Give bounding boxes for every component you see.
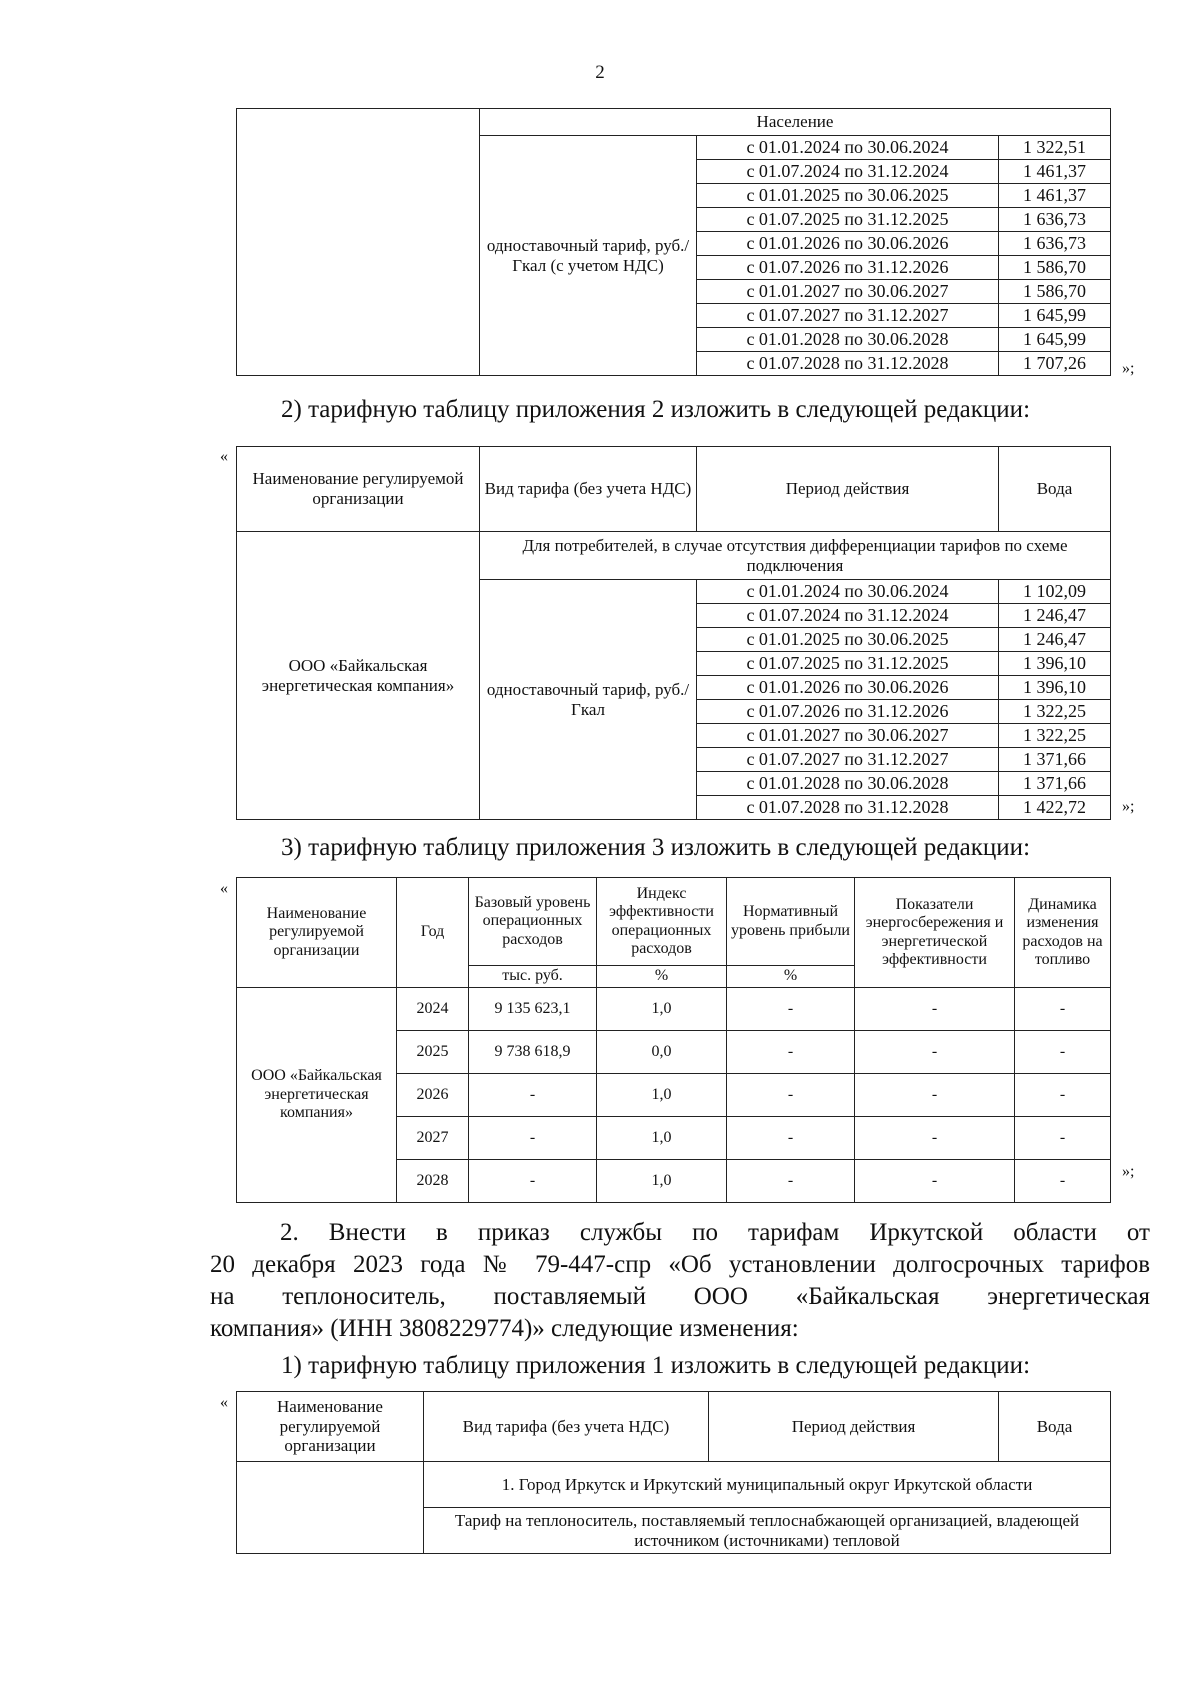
value-cell: 1 371,66 xyxy=(999,748,1111,772)
value-cell: 1 422,72 xyxy=(999,796,1111,820)
period-cell: с 01.01.2024 по 30.06.2024 xyxy=(697,580,999,604)
paragraph-line: на теплоноситель, поставляемый ООО «Байкальская энергетическая xyxy=(210,1283,1150,1310)
header-water: Вода xyxy=(999,447,1111,532)
paragraph-section-2 xyxy=(210,1217,1150,1345)
period-cell: с 01.07.2027 по 31.12.2027 xyxy=(697,304,999,328)
year-cell: 2028 xyxy=(397,1160,469,1203)
profit-cell: - xyxy=(727,988,855,1031)
value-cell: 1 322,25 xyxy=(999,724,1111,748)
empty-org-cell xyxy=(237,1462,424,1554)
unit-index: % xyxy=(597,966,727,988)
header-energy: Показатели энергосбережения и энергетической эффективности xyxy=(855,878,1015,988)
base-cell: - xyxy=(469,1074,597,1117)
group-header: Население xyxy=(480,109,1111,136)
empty-org-cell xyxy=(237,109,480,376)
header-org: Наименование регулируемой организации xyxy=(237,878,397,988)
group-header: Для потребителей, в случае отсутствия дифференциации тарифов по схеме подключения xyxy=(480,532,1111,580)
period-cell: с 01.01.2026 по 30.06.2026 xyxy=(697,232,999,256)
region-row: 1. Город Иркутск и Иркутский муниципальный округ Иркутской области xyxy=(424,1462,1111,1508)
value-cell: 1 707,26 xyxy=(999,352,1111,376)
value-cell: 1 461,37 xyxy=(999,184,1111,208)
fuel-cell: - xyxy=(1015,1160,1111,1203)
period-cell: с 01.01.2027 по 30.06.2027 xyxy=(697,724,999,748)
paragraph-item-2: 2) тарифную таблицу приложения 2 изложить в следующей редакции: xyxy=(281,396,1031,423)
period-cell: с 01.07.2025 по 31.12.2025 xyxy=(697,652,999,676)
value-cell: 1 586,70 xyxy=(999,256,1111,280)
index-cell: 1,0 xyxy=(597,988,727,1031)
header-tariff: Вид тарифа (без учета НДС) xyxy=(424,1392,709,1462)
period-cell: с 01.01.2028 по 30.06.2028 xyxy=(697,772,999,796)
period-cell: с 01.07.2028 по 31.12.2028 xyxy=(697,796,999,820)
value-cell: 1 322,25 xyxy=(999,700,1111,724)
header-year: Год xyxy=(397,878,469,988)
header-org: Наименование регулируемой организации xyxy=(237,447,480,532)
regulation-params-table xyxy=(236,877,1111,1203)
year-cell: 2025 xyxy=(397,1031,469,1074)
tariff-type: одноставочный тариф, руб./Гкал (с учетом НДС) xyxy=(480,136,697,376)
unit-base: тыс. руб. xyxy=(469,966,597,988)
value-cell: 1 246,47 xyxy=(999,604,1111,628)
period-cell: с 01.07.2025 по 31.12.2025 xyxy=(697,208,999,232)
tariff-table-appendix-2 xyxy=(236,446,1111,820)
org-name: ООО «Байкальская энергетическая компания» xyxy=(237,988,397,1203)
org-name: ООО «Байкальская энергетическая компания» xyxy=(237,532,480,820)
value-cell: 1 102,09 xyxy=(999,580,1111,604)
tariff-type: одноставочный тариф, руб./Гкал xyxy=(480,580,697,820)
fuel-cell: - xyxy=(1015,1074,1111,1117)
paragraph-item-3: 3) тарифную таблицу приложения 3 изложить в следующей редакции: xyxy=(281,834,1031,861)
period-cell: с 01.07.2026 по 31.12.2026 xyxy=(697,256,999,280)
profit-cell: - xyxy=(727,1074,855,1117)
header-org: Наименование регулируемой организации xyxy=(237,1392,424,1462)
year-cell: 2026 xyxy=(397,1074,469,1117)
base-cell: 9 135 623,1 xyxy=(469,988,597,1031)
header-base: Базовый уровень операционных расходов xyxy=(469,878,597,966)
period-cell: с 01.01.2027 по 30.06.2027 xyxy=(697,280,999,304)
index-cell: 1,0 xyxy=(597,1117,727,1160)
energy-cell: - xyxy=(855,1074,1015,1117)
opening-quote: « xyxy=(220,448,228,465)
energy-cell: - xyxy=(855,1031,1015,1074)
period-cell: с 01.07.2024 по 31.12.2024 xyxy=(697,604,999,628)
fuel-cell: - xyxy=(1015,1117,1111,1160)
closing-quote: »; xyxy=(1122,1163,1135,1180)
period-cell: с 01.07.2027 по 31.12.2027 xyxy=(697,748,999,772)
value-cell: 1 371,66 xyxy=(999,772,1111,796)
fuel-cell: - xyxy=(1015,988,1111,1031)
paragraph-line: 2. Внести в приказ службы по тарифам Иркутской области от xyxy=(280,1219,1150,1246)
value-cell: 1 645,99 xyxy=(999,304,1111,328)
value-cell: 1 586,70 xyxy=(999,280,1111,304)
closing-quote: »; xyxy=(1122,798,1135,815)
period-cell: с 01.07.2024 по 31.12.2024 xyxy=(697,160,999,184)
index-cell: 1,0 xyxy=(597,1160,727,1203)
fuel-cell: - xyxy=(1015,1031,1111,1074)
base-cell: 9 738 618,9 xyxy=(469,1031,597,1074)
profit-cell: - xyxy=(727,1117,855,1160)
value-cell: 1 645,99 xyxy=(999,328,1111,352)
index-cell: 0,0 xyxy=(597,1031,727,1074)
header-index: Индекс эффективности операционных расходов xyxy=(597,878,727,966)
header-fuel: Динамика изменения расходов на топливо xyxy=(1015,878,1111,988)
value-cell: 1 246,47 xyxy=(999,628,1111,652)
tariff-table-population xyxy=(236,108,1111,376)
period-cell: с 01.01.2025 по 30.06.2025 xyxy=(697,184,999,208)
tariff-description-row: Тариф на теплоноситель, поставляемый теплоснабжающей организацией, владеющей источником (источниками) тепловой xyxy=(424,1508,1111,1554)
unit-profit: % xyxy=(727,966,855,988)
header-period: Период действия xyxy=(709,1392,999,1462)
period-cell: с 01.01.2026 по 30.06.2026 xyxy=(697,676,999,700)
header-water: Вода xyxy=(999,1392,1111,1462)
header-tariff: Вид тарифа (без учета НДС) xyxy=(480,447,697,532)
energy-cell: - xyxy=(855,988,1015,1031)
profit-cell: - xyxy=(727,1160,855,1203)
value-cell: 1 396,10 xyxy=(999,676,1111,700)
paragraph-line: 20 декабря 2023 года № 79-447-спр «Об установлении долгосрочных тарифов xyxy=(210,1251,1150,1278)
value-cell: 1 636,73 xyxy=(999,232,1111,256)
year-cell: 2024 xyxy=(397,988,469,1031)
paragraph-line: компания» (ИНН 3808229774)» следующие изменения: xyxy=(210,1315,799,1342)
index-cell: 1,0 xyxy=(597,1074,727,1117)
tariff-table-heat-carrier xyxy=(236,1391,1111,1554)
year-cell: 2027 xyxy=(397,1117,469,1160)
base-cell: - xyxy=(469,1160,597,1203)
header-period: Период действия xyxy=(697,447,999,532)
energy-cell: - xyxy=(855,1160,1015,1203)
period-cell: с 01.01.2024 по 30.06.2024 xyxy=(697,136,999,160)
energy-cell: - xyxy=(855,1117,1015,1160)
value-cell: 1 322,51 xyxy=(999,136,1111,160)
period-cell: с 01.07.2026 по 31.12.2026 xyxy=(697,700,999,724)
period-cell: с 01.01.2025 по 30.06.2025 xyxy=(697,628,999,652)
value-cell: 1 396,10 xyxy=(999,652,1111,676)
value-cell: 1 461,37 xyxy=(999,160,1111,184)
value-cell: 1 636,73 xyxy=(999,208,1111,232)
header-profit: Нормативный уровень прибыли xyxy=(727,878,855,966)
profit-cell: - xyxy=(727,1031,855,1074)
base-cell: - xyxy=(469,1117,597,1160)
paragraph-item-1: 1) тарифную таблицу приложения 1 изложить в следующей редакции: xyxy=(281,1352,1031,1379)
period-cell: с 01.01.2028 по 30.06.2028 xyxy=(697,328,999,352)
closing-quote: »; xyxy=(1122,360,1135,377)
opening-quote: « xyxy=(220,880,228,897)
page-number: 2 xyxy=(595,62,605,83)
period-cell: с 01.07.2028 по 31.12.2028 xyxy=(697,352,999,376)
opening-quote: « xyxy=(220,1394,228,1411)
